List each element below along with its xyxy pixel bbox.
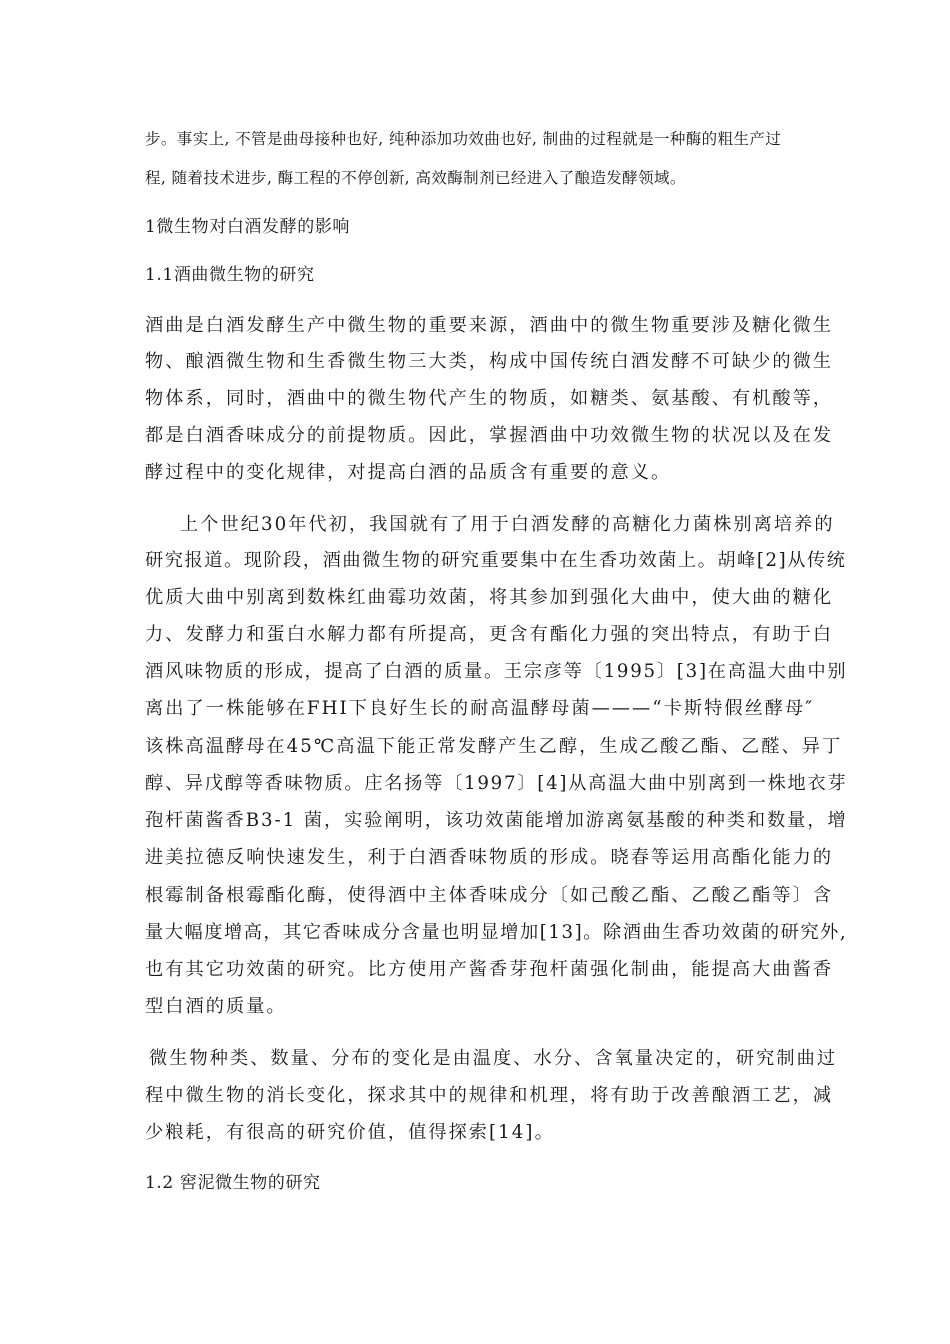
intro-line-2: 程, 随着技术进步, 酶工程的不停创新, 高效酶制剂已经进入了酿造发酵领域。 — [145, 169, 686, 187]
paragraph-3-line-1: 微生物种类、数量、分布的变化是由温度、水分、含氧量决定的，研究制曲过 — [149, 1048, 838, 1069]
intro-line-1: 步。事实上, 不管是曲母接种也好, 纯种添加功效曲也好, 制曲的过程就是一种酶的粗生产过 — [145, 130, 782, 148]
paragraph-2-line-2: 研究报道。现阶段，酒曲微生物的研究重要集中在生香功效菌上。胡峰[2]从传统 — [145, 550, 847, 571]
paragraph-3-line-3: 少粮耗，有很高的研究价值，值得探索[14]。 — [145, 1122, 555, 1143]
section-1-2-title: 1.2 窖泥微生物的研究 — [145, 1173, 321, 1193]
paragraph-2-line-4: 力、发酵力和蛋白水解力都有所提高，更含有酯化力强的突出特点，有助于白 — [145, 624, 834, 645]
paragraph-2-line-9: 孢杆菌酱香B3-1 菌，实验阐明，该功效菌能增加游离氨基酸的种类和数量，增 — [145, 810, 848, 831]
paragraph-1-line-5: 酵过程中的变化规律，对提高白酒的品质含有重要的意义。 — [145, 462, 672, 483]
paragraph-2-line-6: 离出了一株能够在FHI下良好生长的耐高温酵母菌———“卡斯特假丝酵母″ — [145, 698, 815, 719]
paragraph-1-line-4: 都是白酒香味成分的前提物质。因此，掌握酒曲中功效微生物的状况以及在发 — [145, 425, 834, 446]
paragraph-2-line-5: 酒风味物质的形成，提高了白酒的质量。王宗彦等〔1995〕[3]在高温大曲中别 — [145, 661, 848, 682]
paragraph-2-line-10: 进美拉德反响快速发生，利于白酒香味物质的形成。晓春等运用高酯化能力的 — [145, 847, 834, 868]
paragraph-2-line-7: 该株高温酵母在45℃高温下能正常发酵产生乙醇，生成乙酸乙酯、乙醛、异丁 — [145, 736, 843, 757]
paragraph-2-line-14: 型白酒的质量。 — [145, 996, 287, 1017]
paragraph-2-line-8: 醇、异戊醇等香味物质。庄名扬等〔1997〕[4]从高温大曲中别离到一株地衣芽 — [145, 773, 848, 794]
paragraph-2-line-13: 也有其它功效菌的研究。比方使用产酱香芽孢杆菌强化制曲，能提高大曲酱香 — [145, 959, 834, 980]
paragraph-2-line-1: 上个世纪30年代初，我国就有了用于白酒发酵的高糖化力菌株别离培养的 — [180, 514, 835, 535]
paragraph-2-line-12: 量大幅度增高，其它香味成分含量也明显增加[13]。除酒曲生香功效菌的研究外, — [145, 922, 848, 943]
paragraph-1-line-2: 物、酿酒微生物和生香微生物三大类，构成中国传统白酒发酵不可缺少的微生 — [145, 351, 834, 372]
paragraph-3-line-2: 程中微生物的消长变化，探求其中的规律和机理，将有助于改善酿酒工艺，减 — [145, 1085, 834, 1106]
section-1-1-title: 1.1酒曲微生物的研究 — [145, 265, 315, 285]
section-1-title: 1微生物对白酒发酵的影响 — [145, 217, 351, 237]
paragraph-2-line-3: 优质大曲中别离到数株红曲霉功效菌，将其参加到强化大曲中，使大曲的糖化 — [145, 587, 834, 608]
paragraph-2-line-11: 根霉制备根霉酯化酶，使得酒中主体香味成分〔如己酸乙酯、乙酸乙酯等〕含 — [145, 885, 834, 906]
paragraph-1-line-3: 物体系，同时，酒曲中的微生物代产生的物质，如糖类、氨基酸、有机酸等， — [145, 388, 834, 409]
paragraph-1-line-1: 酒曲是白酒发酵生产中微生物的重要来源，酒曲中的微生物重要涉及糖化微生 — [145, 315, 834, 336]
